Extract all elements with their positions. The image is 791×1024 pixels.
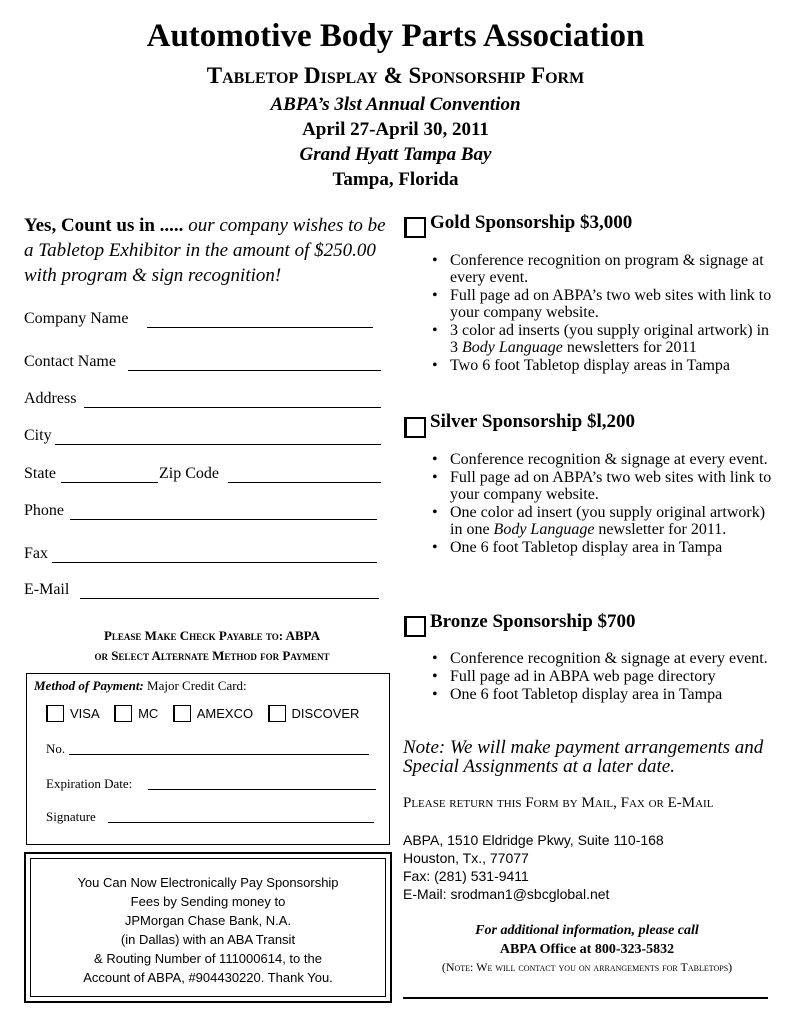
company-name-field[interactable]: [147, 327, 373, 328]
card-name: MC: [138, 706, 159, 721]
visa-checkbox[interactable]: [46, 705, 64, 722]
payment-method-heading: [34, 678, 247, 694]
electronic-payment-line: Account of ABPA, #904430220. Thank You.: [83, 970, 333, 985]
return-fax: Fax: (281) 531-9411: [403, 868, 529, 884]
electronic-payment-line: & Routing Number of 111000614, to the: [94, 951, 322, 966]
convention-location: Tampa, Florida: [332, 169, 459, 190]
exhibitor-offer: [24, 213, 396, 288]
card-name: DISCOVER: [291, 706, 360, 721]
silver-benefit-item: • One 6 foot Tabletop display area in Tampa: [428, 539, 773, 556]
silver-sponsorship-title: Silver Sponsorship $l,200: [430, 411, 636, 432]
email-label: E-Mail: [24, 581, 70, 598]
silver-benefit-item: • Full page ad on ABPA’s two web sites with link to your company website.: [428, 469, 773, 503]
signature-field[interactable]: [108, 822, 374, 823]
fax-label: Fax: [24, 545, 48, 562]
gold-benefit-item: • 3 color ad inserts (you supply original artwork) in 3 Body Language newsletters for 2011: [428, 322, 773, 356]
silver-benefit-item: • Conference recognition & signage at every event.: [428, 451, 773, 468]
exhibitor-offer-text: our company wishes to be a Tabletop Exhibitor in the amount of $250.00 with program & sign recognition!: [24, 215, 386, 286]
phone-label: Phone: [24, 502, 64, 519]
convention-name: ABPA’s 3lst Annual Convention: [270, 94, 521, 115]
bronze-sponsorship-benefits: [428, 650, 773, 704]
bronze-benefit-item: • One 6 foot Tabletop display area in Tampa: [428, 686, 773, 703]
signature-label: Signature: [46, 809, 96, 824]
credit-card-options: [46, 705, 369, 727]
phone-field[interactable]: [70, 519, 377, 520]
city-label: City: [24, 427, 52, 444]
electronic-payment-box: [24, 852, 392, 1003]
exhibitor-offer-lead: Yes, Count us in .....: [24, 215, 184, 236]
expiration-date-label: Expiration Date:: [46, 776, 133, 791]
electronic-payment-line: JPMorgan Chase Bank, N.A.: [124, 913, 292, 928]
zip-code-label: Zip Code: [159, 465, 219, 482]
fax-field[interactable]: [52, 562, 377, 563]
abpa-office-phone: ABPA Office at 800-323-5832: [499, 942, 675, 957]
return-form-heading: Please return this Form by Mail, Fax or E-Mail: [403, 795, 714, 811]
payment-method-box: [26, 673, 390, 845]
discover-checkbox[interactable]: [268, 705, 286, 722]
state-label: State: [24, 465, 56, 482]
card-option-discover[interactable]: [268, 705, 360, 722]
zip-code-field[interactable]: [228, 482, 381, 483]
return-email: E-Mail: srodman1@sbcglobal.net: [403, 886, 610, 902]
card-number-field[interactable]: [69, 754, 369, 755]
email-field[interactable]: [80, 598, 379, 599]
company-name-label: Company Name: [24, 310, 129, 327]
form-title: Tabletop Display & Sponsorship Form: [206, 63, 585, 88]
gold-benefit-item: • Two 6 foot Tabletop display areas in Tampa: [428, 357, 773, 374]
return-address-block: [403, 831, 664, 903]
silver-benefit-item: • One color ad insert (you supply original artwork) in one Body Language newsletter for 2011.: [428, 504, 773, 538]
state-field[interactable]: [61, 482, 158, 483]
convention-dates: April 27-April 30, 2011: [302, 119, 489, 140]
bronze-benefit-item: • Full page ad in ABPA web page directory: [428, 668, 773, 685]
return-address-line: ABPA, 1510 Eldridge Pkwy, Suite 110-168: [403, 832, 664, 848]
electronic-payment-line: Fees by Sending money to: [130, 894, 286, 909]
gold-sponsorship-title: Gold Sponsorship $3,000: [430, 212, 633, 233]
page-title: Automotive Body Parts Association: [146, 18, 645, 54]
payment-method-label: Method of Payment:: [34, 678, 144, 693]
silver-sponsorship-checkbox[interactable]: [404, 417, 426, 438]
electronic-payment-line: You Can Now Electronically Pay Sponsorship: [77, 875, 339, 890]
credit-card-label: Major Credit Card:: [147, 678, 247, 693]
bronze-sponsorship-checkbox[interactable]: [404, 616, 426, 637]
bottom-divider: [403, 997, 768, 999]
silver-sponsorship-benefits: [428, 451, 773, 557]
bronze-sponsorship-title: Bronze Sponsorship $700: [430, 611, 636, 632]
convention-venue: Grand Hyatt Tampa Bay: [299, 144, 492, 165]
contact-name-label: Contact Name: [24, 353, 116, 370]
additional-info-line: For additional information, please call: [475, 923, 699, 938]
alternate-payment-notice: or Select Alternate Method for Payment: [94, 648, 330, 663]
expiration-date-field[interactable]: [148, 789, 376, 790]
card-option-visa[interactable]: [46, 705, 100, 722]
electronic-payment-text: [40, 873, 376, 987]
amexco-checkbox[interactable]: [173, 705, 191, 722]
payment-arrangements-note: Note: We will make payment arrangements and Special Assignments at a later date.: [403, 737, 764, 777]
card-option-amexco[interactable]: [173, 705, 253, 722]
card-name: VISA: [70, 706, 100, 721]
address-field[interactable]: [84, 407, 381, 408]
card-number-label: No.: [46, 741, 66, 756]
card-name: AMEXCO: [196, 706, 254, 721]
gold-benefit-item: • Conference recognition on program & signage at every event.: [428, 252, 773, 286]
check-payable-notice: Please Make Check Payable to: ABPA: [103, 628, 321, 643]
bronze-benefit-item: • Conference recognition & signage at every event.: [428, 650, 773, 667]
gold-sponsorship-checkbox[interactable]: [404, 217, 426, 238]
city-field[interactable]: [55, 444, 381, 445]
card-option-mc[interactable]: [114, 705, 158, 722]
electronic-payment-line: (in Dallas) with an ABA Transit: [120, 932, 296, 947]
address-label: Address: [24, 390, 77, 407]
return-address-line: Houston, Tx., 77077: [403, 850, 529, 866]
contact-name-field[interactable]: [128, 370, 381, 371]
tabletop-arrangements-note: (Note: We will contact you on arrangements for Tabletops): [441, 960, 733, 974]
mc-checkbox[interactable]: [114, 705, 132, 722]
gold-sponsorship-benefits: [428, 252, 773, 375]
gold-benefit-item: • Full page ad on ABPA’s two web sites with link to your company website.: [428, 287, 773, 321]
